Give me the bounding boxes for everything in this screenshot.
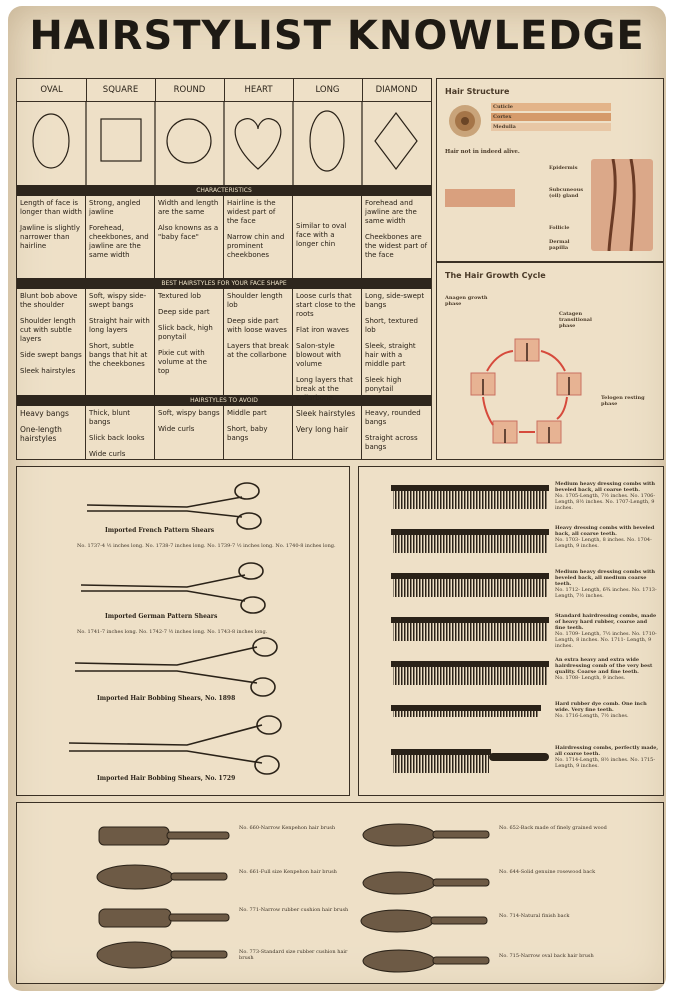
combs-panel <box>358 466 664 796</box>
poster <box>8 6 666 991</box>
square-best-hairstyles: Soft, wispy side-swept bangs Straight hair with long layers Short, subtle bangs that hit at the cheekbones <box>86 289 155 395</box>
heart-best-hairstyles: Shoulder length lob Deep side part with loose waves Layers that break at the collarbone <box>224 289 293 395</box>
comb-7-icon <box>391 749 549 773</box>
square-characteristics: Strong, angled jawline Forehead, cheekbones, and jawline are the same width <box>86 196 155 278</box>
section-characteristics: CHARACTERISTICS <box>17 185 431 196</box>
diamond-characteristics: Forehead and jawline are the same width Cheekbones are the widest part of the face <box>365 199 428 259</box>
hair-structure-panel <box>436 78 664 262</box>
round-avoid: Soft, wispy bangs Wide curls <box>155 406 224 459</box>
face-shape-table <box>16 78 432 460</box>
comb-caption-2: Heavy dressing combs with beveled back, all coarse teeth. No. 1703- Length, 8 inches. No. 1704- Length, 9 inches. <box>555 525 655 549</box>
cuticle-label: Cuticle <box>493 104 513 110</box>
long-best-hairstyles: Loose curls that start close to the roots Flat iron waves Salon-style blowout with volume Long layers that break at the collarbone <box>293 289 362 395</box>
header-oval: OVAL <box>17 79 87 102</box>
shears-nums-1: No. 1737-4 ½ inches long. No. 1738-7 inches long. No. 1739-7 ½ inches long. No. 1740-8 inches long. <box>77 543 336 549</box>
shears-nums-2: No. 1741-7 inches long. No. 1742-7 ½ inches long. No. 1743-8 inches long. <box>77 629 268 635</box>
header-square: SQUARE <box>86 79 156 102</box>
header-heart: HEART <box>224 79 294 102</box>
epidermis-label: Epidermis <box>549 165 578 171</box>
comb-caption-7: Hairdressing combs, perfectly made, all coarse teeth. No. 1714-Length, 8½ inches. No. 1715-Length, 9 inches. <box>555 745 659 769</box>
anagen-label: Anagen growth phase <box>445 295 488 307</box>
brush-caption-644: No. 644-Solid genuine rosewood back <box>499 869 596 875</box>
brush-661-icon <box>97 865 227 889</box>
comb-caption-6: Hard rubber dye comb. One inch wide. Very fine teeth. No. 1716-Length, 7½ inches. <box>555 701 647 719</box>
german-shears-icon <box>81 563 265 613</box>
brush-660-icon <box>99 827 229 845</box>
catagen-label: Catagen transitional phase <box>559 311 592 329</box>
bobbing-shears-1729-icon <box>69 716 281 774</box>
growth-cycle-diagram <box>457 333 597 451</box>
heart-shape-icon <box>235 119 281 169</box>
oval-avoid: Heavy bangs One-length hairstyles <box>17 406 86 459</box>
follicle-label: Follicle <box>549 225 570 231</box>
shears-name-1: Imported French Pattern Shears <box>105 527 215 534</box>
comb-caption-3: Medium heavy dressing combs with beveled back, all medium coarse teeth. No. 1712- Length, 6¾ inches. No. 1713- Length, 7½ inches. <box>555 569 657 599</box>
comb-caption-1: Medium heavy dressing combs with beveled back, all coarse teeth. No. 1705-Length, 7½ inches. No. 1706-Length, 8½ inches. No. 1707-Length, 9 inches. <box>555 481 656 511</box>
brush-caption-773: No. 773-Standard size rubber cushion hair brush <box>239 949 348 961</box>
brush-caption-715: No. 715-Narrow oval back hair brush <box>499 953 594 959</box>
long-characteristics: Similar to oval face with a longer chin <box>293 196 362 278</box>
comb-caption-5: An extra heavy and extra wide hairdressing comb of the very best quality. Coarse and fine teeth. No. 1708- Length, 9 inches. <box>555 657 653 681</box>
long-avoid: Sleek hairstyles Very long hair <box>293 406 362 459</box>
skin-diagram <box>591 159 653 251</box>
oval-shape-icon <box>33 114 69 168</box>
brush-caption-771: No. 771-Narrow rubber cushion hair brush <box>239 907 349 913</box>
header-long: LONG <box>293 79 363 102</box>
comb-1-icon <box>391 485 549 509</box>
shears-name-4: Imported Hair Bobbing Shears, No. 1729 <box>97 775 236 782</box>
brush-caption-661: No. 661-Full size Kenpehon hair brush <box>239 869 337 875</box>
comb-6-icon <box>391 705 541 717</box>
oval-best-hairstyles: Blunt bob above the shoulder Shoulder length cut with subtle layers Side swept bangs Sleek hairstyles <box>17 289 86 395</box>
comb-5-icon <box>391 661 549 685</box>
bobbing-shears-1898-icon <box>75 638 277 696</box>
brushes-panel <box>16 802 664 984</box>
french-shears-icon <box>87 483 261 529</box>
face-shape-icons <box>17 101 431 185</box>
growth-cycle-title: The Hair Growth Cycle <box>445 271 546 280</box>
medulla-label: Medulla <box>493 124 516 130</box>
brush-caption-652: No. 652-Back made of finely grained wood <box>499 825 607 831</box>
dermal-papilla-label: Dermal papilla <box>549 239 570 251</box>
square-avoid: Thick, blunt bangs Slick back looks Wide curls <box>86 406 155 459</box>
header-round: ROUND <box>155 79 225 102</box>
hair-cross-section-icon <box>447 103 483 139</box>
brush-714-icon <box>361 910 487 932</box>
page-title: HAIRSTYLIST KNOWLEDGE <box>29 13 645 59</box>
brush-caption-660: No. 660-Narrow Kenpehon hair brush <box>239 825 336 831</box>
square-shape-icon <box>101 119 141 161</box>
cortex-label: Cortex <box>493 114 512 120</box>
diamond-shape-icon <box>375 113 417 169</box>
long-shape-icon <box>310 111 344 171</box>
heart-avoid: Middle part Short, baby bangs <box>224 406 293 459</box>
diamond-avoid: Heavy, rounded bangs Straight across bangs <box>365 409 421 451</box>
telogen-label: Telogen resting phase <box>601 395 645 407</box>
brush-771-icon <box>99 909 229 927</box>
comb-caption-4: Standard hairdressing combs, made of heavy hard rubber, coarse and fine teeth. No. 1709- Length, 7½ inches. No. 1710- Length, 8 inches. No. 1711- Length, 9 inches. <box>555 613 657 649</box>
round-characteristics: Width and length are the same Also knowns as a "baby face" <box>155 196 224 278</box>
shears-name-3: Imported Hair Bobbing Shears, No. 1898 <box>97 695 236 702</box>
heart-characteristics: Hairline is the widest part of the face Narrow chin and prominent cheekbones <box>224 196 293 278</box>
shears-name-2: Imported German Pattern Shears <box>105 613 218 620</box>
growth-cycle-panel <box>436 262 664 460</box>
header-diamond: DIAMOND <box>362 79 431 102</box>
brush-652-icon <box>363 824 489 846</box>
brush-773-icon <box>97 942 227 968</box>
brush-644-icon <box>363 872 489 894</box>
brush-caption-714: No. 714-Natural finish back <box>499 913 570 919</box>
section-hairstyles-to-avoid: HAIRSTYLES TO AVOID <box>17 395 431 406</box>
shears-panel <box>16 466 350 796</box>
oval-characteristics: Length of face is longer than width Jawline is slightly narrower than hairline <box>17 196 86 278</box>
brush-715-icon <box>363 950 489 972</box>
hair-structure-title: Hair Structure <box>445 87 510 96</box>
round-shape-icon <box>167 119 211 163</box>
hair-note: Hair not in indeed alive. <box>445 149 520 155</box>
oil-gland-label: Subcuneous (oil) gland <box>549 187 584 199</box>
comb-4-icon <box>391 617 549 641</box>
section-best-hairstyles: BEST HAIRSTYLES FOR YOUR FACE SHAPE <box>17 278 431 289</box>
comb-2-icon <box>391 529 549 553</box>
comb-3-icon <box>391 573 549 597</box>
round-best-hairstyles: Textured lob Deep side part Slick back, high ponytail Pixie cut with volume at the top <box>155 289 224 395</box>
diamond-best-hairstyles: Long, side-swept bangs Short, textured lob Sleek, straight hair with a middle part Sleek high ponytail <box>365 292 425 393</box>
